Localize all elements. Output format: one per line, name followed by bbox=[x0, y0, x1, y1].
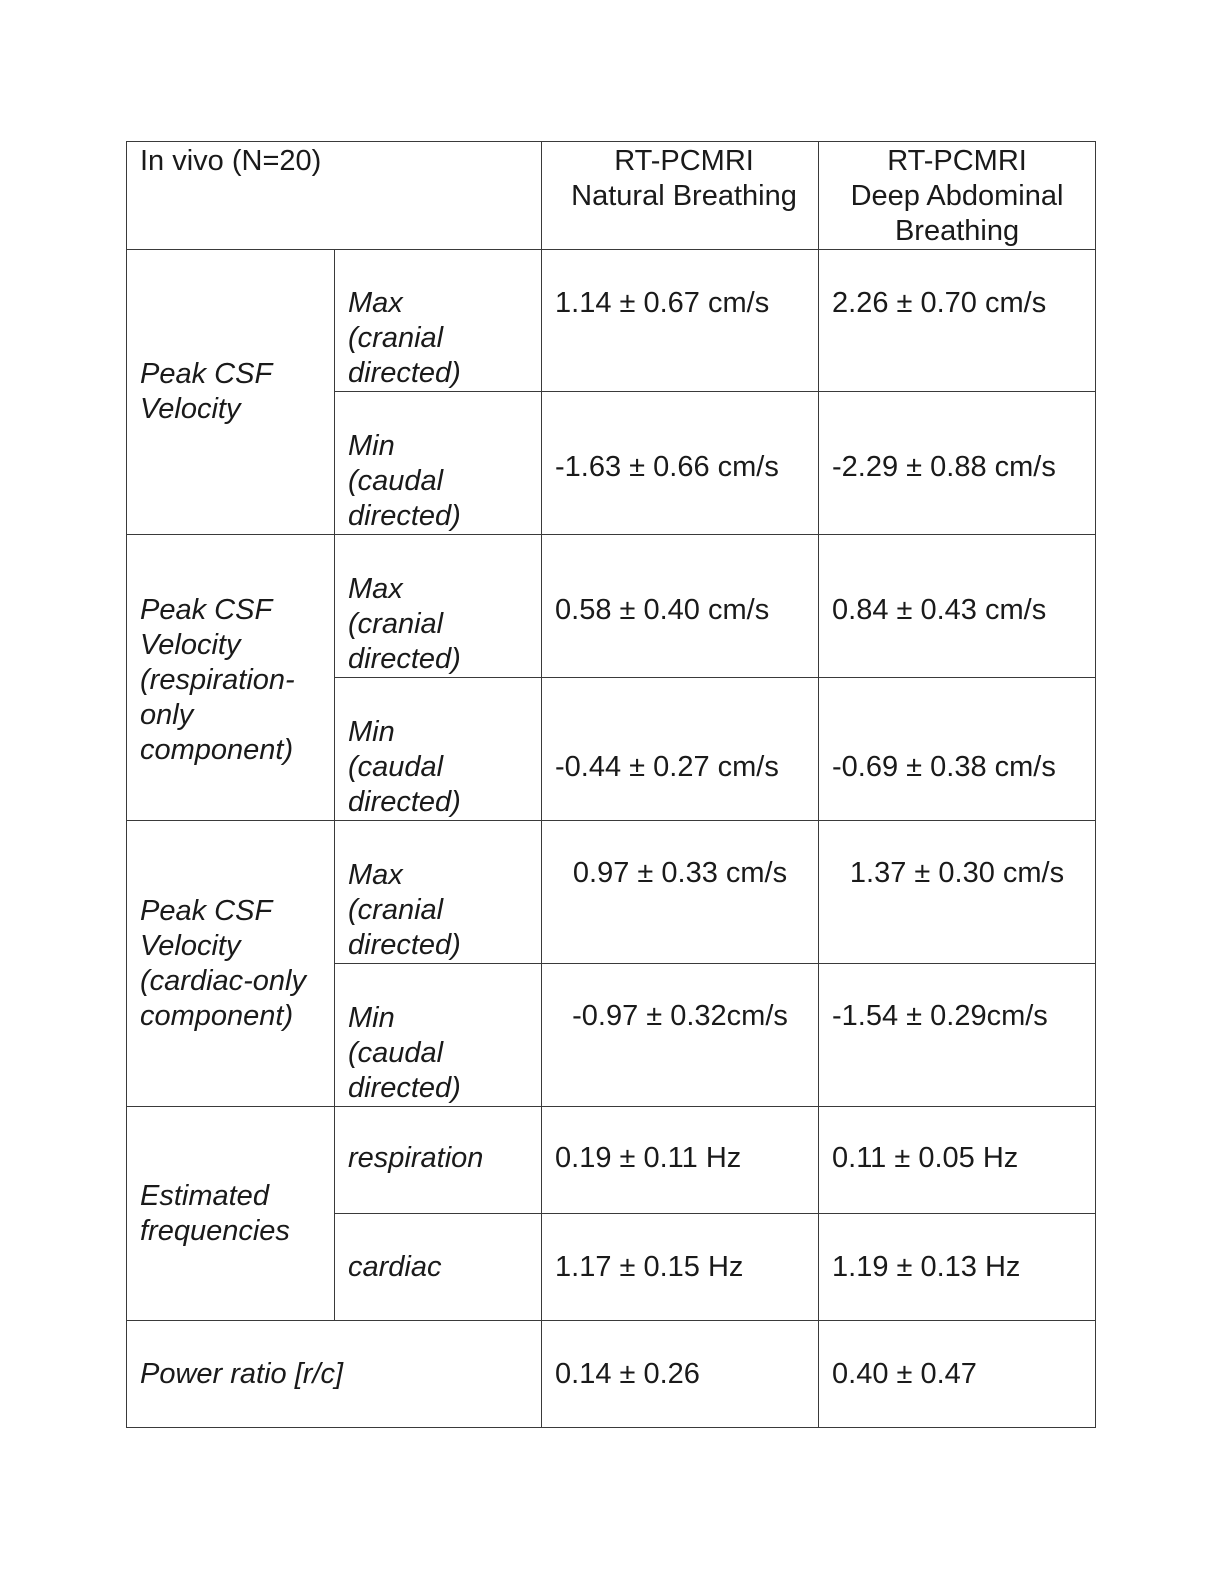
table-row bbox=[127, 250, 1096, 392]
deep-value: 1.37 ± 0.30 cm/s bbox=[849, 857, 1065, 889]
sub-label-line: (cranial bbox=[348, 322, 444, 354]
group-label-line: component) bbox=[140, 734, 294, 766]
group-label-line: Peak CSF bbox=[140, 358, 273, 390]
sub-label-line: (caudal bbox=[348, 465, 444, 497]
deep-value: -0.69 ± 0.38 cm/s bbox=[832, 750, 1056, 783]
deep-value-cell bbox=[819, 1107, 1096, 1214]
header-deep-line-2: Deep Abdominal bbox=[850, 180, 1064, 212]
group-label-line: Estimated bbox=[140, 1179, 269, 1212]
group-label-line: Velocity bbox=[140, 929, 241, 962]
sub-label-cell bbox=[335, 392, 542, 535]
deep-value-cell bbox=[819, 1214, 1096, 1321]
power-ratio-label: Power ratio [r/c] bbox=[140, 1357, 344, 1390]
natural-value-cell bbox=[542, 535, 819, 678]
header-row bbox=[127, 142, 1096, 250]
deep-value-cell bbox=[819, 535, 1096, 678]
sub-label-line: Min bbox=[348, 1002, 395, 1034]
natural-value-cell bbox=[542, 1214, 819, 1321]
sub-label-cell bbox=[335, 250, 542, 392]
deep-value: -2.29 ± 0.88 cm/s bbox=[832, 450, 1056, 483]
table-row bbox=[127, 1107, 1096, 1214]
header-natural-line-1: RT-PCMRI bbox=[614, 145, 754, 177]
sub-label-cell bbox=[335, 678, 542, 821]
deep-value-cell bbox=[819, 678, 1096, 821]
natural-value: -0.44 ± 0.27 cm/s bbox=[555, 750, 779, 783]
header-natural-cell bbox=[542, 142, 819, 250]
sub-label-line: directed) bbox=[348, 929, 461, 961]
deep-value: -1.54 ± 0.29cm/s bbox=[832, 1000, 1048, 1032]
group-label-cell bbox=[127, 535, 335, 821]
group-label-line: Peak CSF bbox=[140, 894, 273, 927]
group-label-line: component) bbox=[140, 999, 294, 1032]
deep-value-cell bbox=[819, 392, 1096, 535]
deep-value: 0.84 ± 0.43 cm/s bbox=[832, 593, 1047, 626]
table-title: In vivo (N=20) bbox=[140, 145, 322, 177]
natural-value: 1.17 ± 0.15 Hz bbox=[555, 1250, 744, 1283]
table-row bbox=[127, 821, 1096, 964]
header-natural-line-2: Natural Breathing bbox=[571, 180, 797, 212]
group-label-cell bbox=[127, 250, 335, 535]
sub-label-line: respiration bbox=[348, 1141, 484, 1174]
sub-label-cell bbox=[335, 964, 542, 1107]
sub-label-line: Max bbox=[348, 573, 403, 605]
sub-label-line: Min bbox=[348, 430, 395, 462]
natural-value: -0.97 ± 0.32cm/s bbox=[572, 1000, 788, 1032]
natural-value-cell bbox=[542, 1321, 819, 1428]
natural-value: 0.58 ± 0.40 cm/s bbox=[555, 593, 770, 626]
group-label-line: (cardiac-only bbox=[140, 964, 306, 997]
sub-label-line: directed) bbox=[348, 643, 461, 675]
deep-value: 0.40 ± 0.47 bbox=[832, 1357, 977, 1390]
sub-label-cell bbox=[335, 1214, 542, 1321]
sub-label-line: directed) bbox=[348, 357, 461, 389]
table-row bbox=[127, 1321, 1096, 1428]
deep-value: 2.26 ± 0.70 cm/s bbox=[832, 287, 1047, 319]
power-ratio-label-cell bbox=[127, 1321, 542, 1428]
sub-label-line: cardiac bbox=[348, 1250, 442, 1283]
sub-label-line: (caudal bbox=[348, 751, 444, 783]
group-label-line: Peak CSF bbox=[140, 594, 273, 626]
group-label-line: only bbox=[140, 699, 194, 731]
sub-label-line: Min bbox=[348, 716, 395, 748]
natural-value-cell bbox=[542, 821, 819, 964]
sub-label-line: (cranial bbox=[348, 894, 444, 926]
natural-value-cell bbox=[542, 392, 819, 535]
sub-label-line: directed) bbox=[348, 786, 461, 818]
natural-value-cell bbox=[542, 250, 819, 392]
table-row bbox=[127, 535, 1096, 678]
sub-label-cell bbox=[335, 1107, 542, 1214]
deep-value-cell bbox=[819, 1321, 1096, 1428]
deep-value: 0.11 ± 0.05 Hz bbox=[832, 1141, 1019, 1174]
natural-value: -1.63 ± 0.66 cm/s bbox=[555, 450, 779, 483]
sub-label-line: (caudal bbox=[348, 1037, 444, 1069]
deep-value-cell bbox=[819, 250, 1096, 392]
natural-value-cell bbox=[542, 1107, 819, 1214]
sub-label-line: Max bbox=[348, 287, 403, 319]
sub-label-cell bbox=[335, 821, 542, 964]
group-label-line: frequencies bbox=[140, 1214, 290, 1247]
sub-label-line: directed) bbox=[348, 1072, 461, 1104]
group-label-line: Velocity bbox=[140, 393, 241, 425]
natural-value: 1.14 ± 0.67 cm/s bbox=[555, 287, 770, 319]
group-label-cell bbox=[127, 1107, 335, 1321]
deep-value-cell bbox=[819, 964, 1096, 1107]
sub-label-line: Max bbox=[348, 859, 403, 891]
sub-label-cell bbox=[335, 535, 542, 678]
deep-value-cell bbox=[819, 821, 1096, 964]
natural-value-cell bbox=[542, 678, 819, 821]
natural-value-cell bbox=[542, 964, 819, 1107]
group-label-line: (respiration- bbox=[140, 664, 295, 696]
deep-value: 1.19 ± 0.13 Hz bbox=[832, 1250, 1021, 1283]
sub-label-line: directed) bbox=[348, 500, 461, 532]
group-label-cell bbox=[127, 821, 335, 1107]
header-title-cell bbox=[127, 142, 542, 250]
sub-label-line: (cranial bbox=[348, 608, 444, 640]
natural-value: 0.19 ± 0.11 Hz bbox=[555, 1141, 742, 1174]
natural-value: 0.14 ± 0.26 bbox=[555, 1357, 700, 1390]
results-table bbox=[126, 141, 1096, 1428]
group-label-line: Velocity bbox=[140, 629, 241, 661]
natural-value: 0.97 ± 0.33 cm/s bbox=[572, 857, 788, 889]
header-deep-line-3: Breathing bbox=[894, 215, 1020, 247]
header-deep-line-1: RT-PCMRI bbox=[887, 145, 1027, 177]
header-deep-cell bbox=[819, 142, 1096, 250]
